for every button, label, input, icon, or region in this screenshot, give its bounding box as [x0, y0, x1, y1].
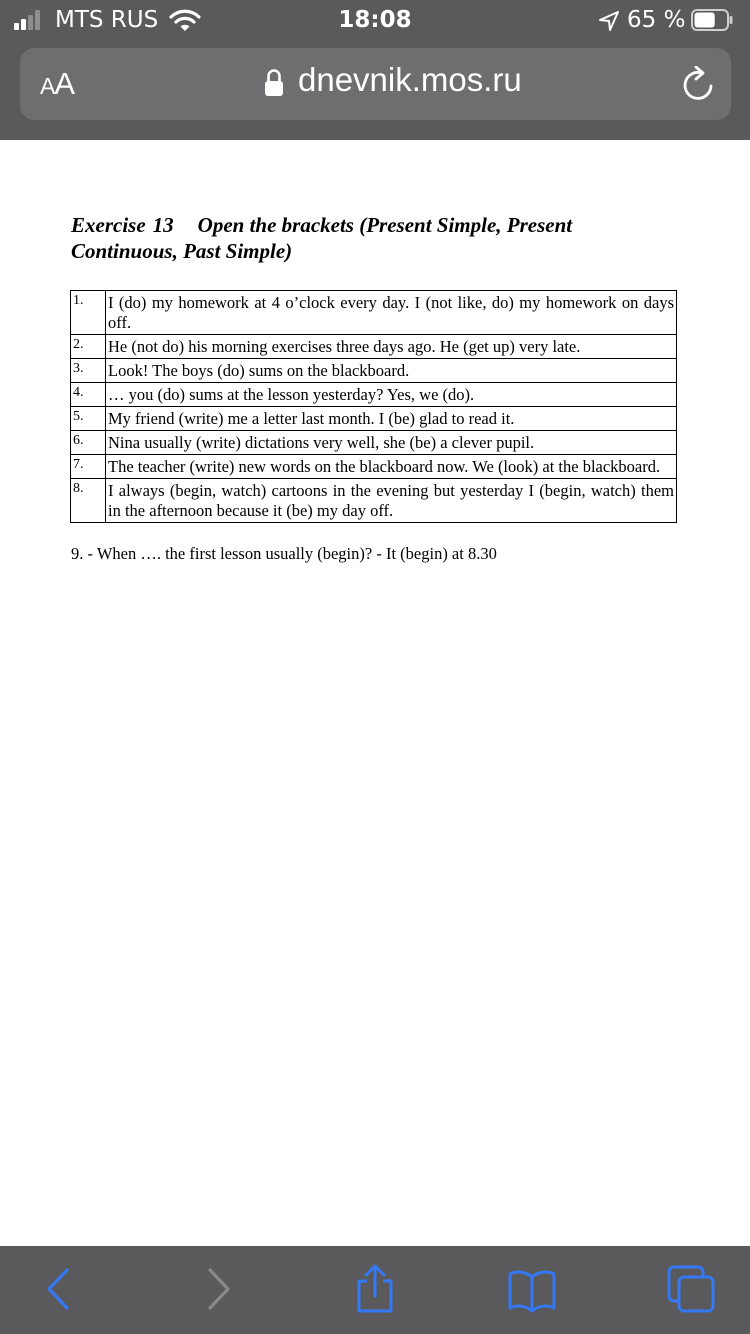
exercise-row [71, 359, 677, 383]
status-bar [0, 0, 750, 42]
exercise-table [70, 290, 677, 523]
exercise-row-number: 1. [71, 291, 106, 335]
exercise-row-text: He (not do) his morning exercises three days ago. He (get up) very late. [106, 335, 677, 359]
exercise-row-text: Nina usually (write) dictations very well, she (be) a clever pupil. [106, 431, 677, 455]
exercise-row-text: Look! The boys (do) sums on the blackboard. [106, 359, 677, 383]
exercise-row-number: 8. [71, 479, 106, 523]
bookmarks-icon[interactable] [507, 1264, 557, 1314]
exercise-row [71, 291, 677, 335]
exercise-row-number: 5. [71, 407, 106, 431]
url-text[interactable]: dnevnik.mos.ru [298, 61, 522, 98]
document-page [0, 140, 750, 1246]
exercise-row [71, 431, 677, 455]
address-bar[interactable] [20, 48, 731, 120]
exercise-number: 13 [152, 213, 174, 237]
exercise-item-9: 9. - When …. the first lesson usually (begin)? - It (begin) at 8.30 [71, 544, 497, 563]
exercise-row [71, 335, 677, 359]
browser-toolbar [0, 1246, 750, 1334]
lock-icon [264, 68, 284, 98]
status-time: 18:08 [338, 7, 412, 33]
exercise-row-text: I always (begin, watch) cartoons in the evening but yesterday I (begin, watch) them in the afternoon because it (be) my day off. [106, 479, 677, 523]
location-arrow-icon [598, 10, 620, 32]
reload-icon[interactable] [680, 66, 716, 104]
battery-percent: 65 % [627, 7, 686, 33]
back-icon[interactable] [34, 1264, 84, 1314]
text-size-button[interactable]: AA [40, 66, 75, 101]
browser-top-bar [0, 0, 750, 140]
exercise-row [71, 455, 677, 479]
exercise-row-number: 2. [71, 335, 106, 359]
exercise-row-number: 3. [71, 359, 106, 383]
exercise-row-text: I (do) my homework at 4 o’clock every day. I (not like, do) my homework on days off. [106, 291, 677, 335]
exercise-row [71, 479, 677, 523]
exercise-heading [71, 212, 671, 264]
exercise-label: Exercise [71, 213, 146, 237]
tabs-icon[interactable] [666, 1264, 716, 1314]
exercise-row-text: The teacher (write) new words on the blackboard now. We (look) at the blackboard. [106, 455, 677, 479]
exercise-row [71, 407, 677, 431]
exercise-row-number: 7. [71, 455, 106, 479]
exercise-row-text: … you (do) sums at the lesson yesterday? Yes, we (do). [106, 383, 677, 407]
exercise-row-number: 4. [71, 383, 106, 407]
battery-icon [691, 9, 733, 31]
exercise-instruction: Open the brackets (Present Simple, Present Continuous, Past Simple) [71, 213, 573, 263]
exercise-row-number: 6. [71, 431, 106, 455]
carrier-name: MTS RUS [55, 7, 159, 33]
exercise-row-text: My friend (write) me a letter last month. I (be) glad to read it. [106, 407, 677, 431]
share-icon[interactable] [350, 1264, 400, 1314]
exercise-row [71, 383, 677, 407]
forward-icon[interactable] [193, 1264, 243, 1314]
